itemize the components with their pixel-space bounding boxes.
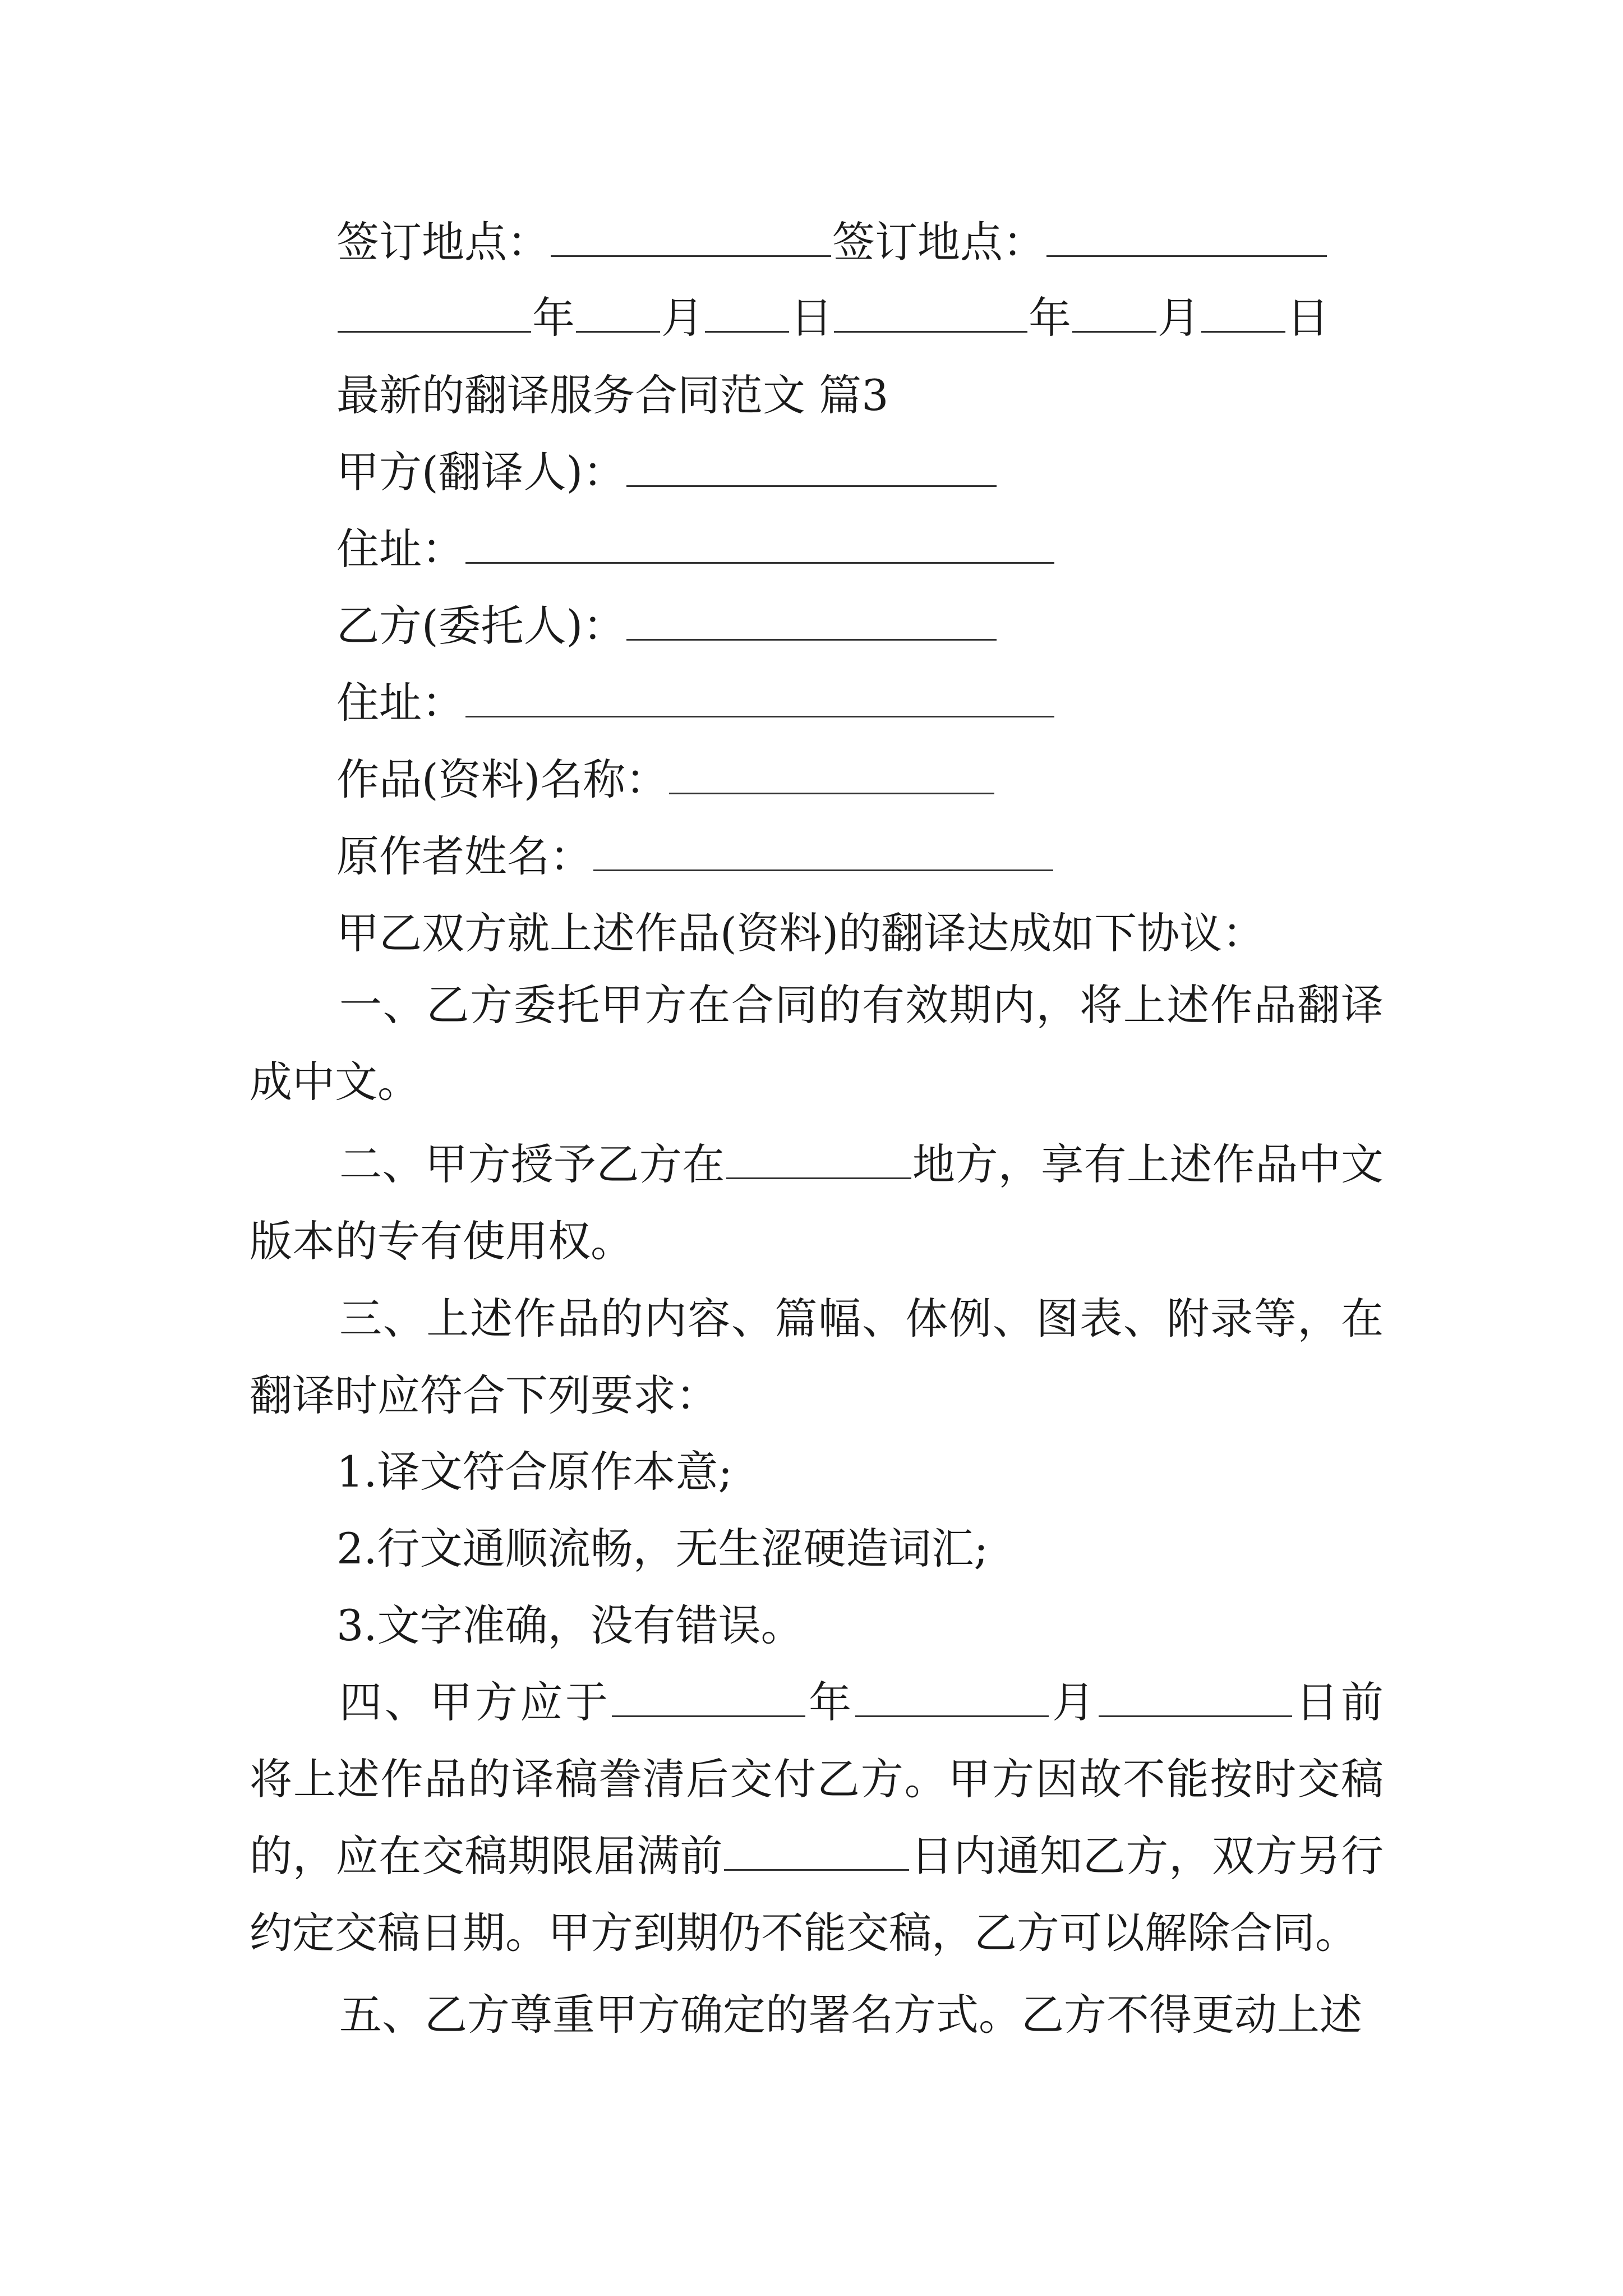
date-year-label-a: 年 <box>532 293 575 343</box>
clause-4-month-label: 月 <box>1049 1677 1098 1727</box>
clause-2 <box>250 1126 1384 1280</box>
clause-4-day-blank <box>1099 1681 1292 1717</box>
clause-3-item-3: 3.文字准确，没有错误。 <box>336 1600 804 1650</box>
signing-place-label-b: 签订地点： <box>832 217 1045 267</box>
work-name-blank <box>669 758 994 794</box>
clause-2-region-blank <box>726 1143 911 1179</box>
work-name-label: 作品(资料)名称： <box>336 754 668 804</box>
work-name-line <box>336 749 995 811</box>
address-b-line <box>336 672 1055 734</box>
party-b-blank <box>626 604 997 641</box>
clause-4-text-3: 日内通知乙方，双方另行约定交稿日期。甲方到期仍不能交稿，乙方可以解除合同。 <box>250 1831 1384 1958</box>
signing-place-label-a: 签订地点： <box>336 217 550 267</box>
party-b-label: 乙方(委托人)： <box>336 601 626 651</box>
clause-3-item-1: 1.译文符合原作本意; <box>336 1447 733 1497</box>
clause-2-text-after: 地方，享有上述作品中文版本的专有使用权。 <box>250 1139 1384 1266</box>
address-a-label: 住址： <box>336 524 464 574</box>
clause-4-text-1: 四、甲方应于 <box>339 1677 611 1727</box>
clause-4-year-blank <box>612 1681 805 1717</box>
address-a-blank <box>465 527 1054 564</box>
signing-place-line <box>336 211 1328 273</box>
clause-4-notice-days-blank <box>724 1834 909 1871</box>
address-b-label: 住址： <box>336 678 464 728</box>
signing-place-blank-b <box>1046 220 1327 257</box>
author-line <box>336 826 1054 887</box>
date-month-label-a: 月 <box>661 293 704 343</box>
clause-1: 一、乙方委托甲方在合同的有效期内，将上述作品翻译成中文。 <box>250 980 1384 1107</box>
party-a-blank <box>626 450 997 487</box>
clause-3: 三、上述作品的内容、篇幅、体例、图表、附录等，在翻译时应符合下列要求： <box>250 1294 1384 1420</box>
author-label: 原作者姓名： <box>336 831 592 881</box>
date-month-label-b: 月 <box>1158 293 1200 343</box>
date-day-label-b: 日 <box>1287 293 1329 343</box>
section-title: 最新的翻译服务合同范文 篇3 <box>336 370 889 420</box>
date-year-blank-b <box>834 296 1027 333</box>
date-day-label-a: 日 <box>790 293 833 343</box>
clause-4-month-blank <box>855 1681 1049 1717</box>
date-year-label-b: 年 <box>1029 293 1071 343</box>
clause-2-text-before: 二、甲方授予乙方在 <box>339 1139 725 1189</box>
date-day-blank-b <box>1201 296 1285 333</box>
date-day-blank-a <box>705 296 789 333</box>
party-a-line <box>336 441 998 503</box>
address-a-line <box>336 518 1055 580</box>
signing-date-line <box>336 287 1329 349</box>
date-year-blank-a <box>338 296 531 333</box>
author-blank <box>593 835 1053 871</box>
address-b-blank <box>465 681 1054 717</box>
party-b-line <box>336 595 998 657</box>
date-month-blank-b <box>1072 296 1156 333</box>
clause-4 <box>250 1664 1384 1971</box>
clause-4-text-2: 日前将上述作品的译稿誊清后交付乙方。甲方因故不能按时交稿的，应在交稿期限届满前 <box>250 1677 1384 1881</box>
clause-4-year-label: 年 <box>806 1677 854 1727</box>
agreement-intro: 甲乙双方就上述作品(资料)的翻译达成如下协议： <box>336 908 1265 958</box>
clause-5: 五、乙方尊重甲方确定的署名方式。乙方不得更动上述 <box>339 1990 1362 2040</box>
date-month-blank-a <box>576 296 660 333</box>
party-a-label: 甲方(翻译人)： <box>336 447 626 497</box>
signing-place-blank-a <box>551 220 831 257</box>
clause-3-item-2: 2.行文通顺流畅，无生涩硬造词汇; <box>336 1524 989 1573</box>
